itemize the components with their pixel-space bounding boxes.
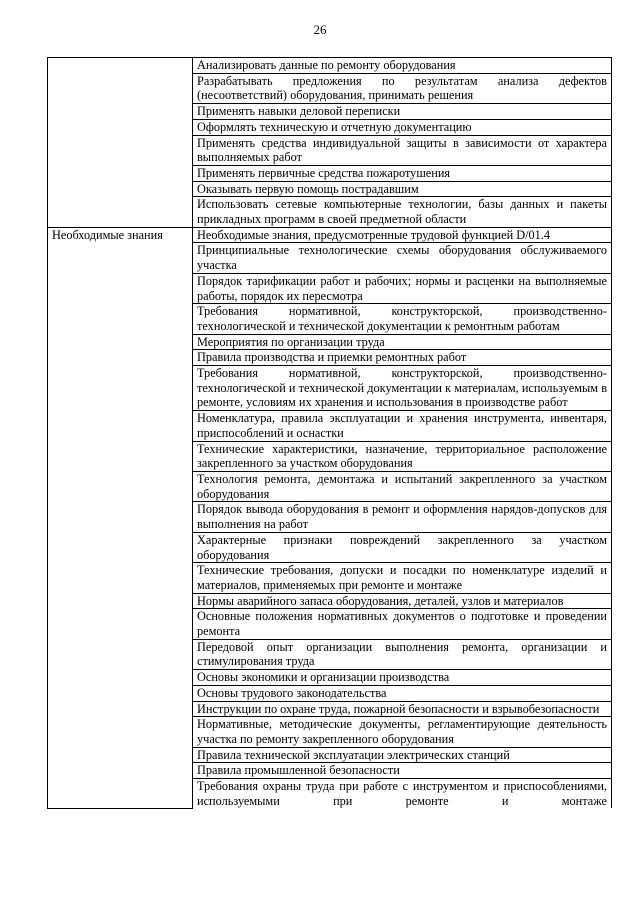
table-cell: Нормы аварийного запаса оборудования, деталей, узлов и материалов bbox=[193, 593, 612, 609]
table-cell: Требования охраны труда при работе с инструментом и приспособлениями, используемыми при ремонте и монтаже bbox=[193, 779, 612, 809]
row-label-cell bbox=[48, 58, 193, 228]
table-cell: Применять навыки деловой переписки bbox=[193, 104, 612, 120]
table-cell: Применять средства индивидуальной защиты в зависимости от характера выполняемых работ bbox=[193, 135, 612, 165]
table-cell: Нормативные, методические документы, регламентирующие деятельность участка по ремонту закрепленного оборудования bbox=[193, 717, 612, 747]
table-cell: Требования нормативной, конструкторской, производственно-технологической и технической документации к ремонтным работам bbox=[193, 304, 612, 334]
table-cell: Использовать сетевые компьютерные технологии, базы данных и пакеты прикладных программ в своей предметной области bbox=[193, 197, 612, 227]
table-cell: Основы трудового законодательства bbox=[193, 685, 612, 701]
table-row bbox=[48, 58, 612, 74]
table-cell: Основные положения нормативных документов о подготовке и проведении ремонта bbox=[193, 609, 612, 639]
table-cell: Необходимые знания, предусмотренные трудовой функцией D/01.4 bbox=[193, 227, 612, 243]
table-cell: Технические характеристики, назначение, территориальное расположение закрепленного за участком оборудования bbox=[193, 441, 612, 471]
table-cell: Оказывать первую помощь пострадавшим bbox=[193, 181, 612, 197]
table-cell: Характерные признаки повреждений закрепленного за участком оборудования bbox=[193, 532, 612, 562]
table-cell: Порядок тарификации работ и рабочих; нормы и расценки на выполняемые работы, порядок их пересмотра bbox=[193, 273, 612, 303]
table-cell: Разрабатывать предложения по результатам анализа дефектов (несоответствий) оборудования, принимать решения bbox=[193, 73, 612, 103]
table-cell: Инструкции по охране труда, пожарной безопасности и взрывобезопасности bbox=[193, 701, 612, 717]
table-row bbox=[48, 227, 612, 243]
table-cell: Основы экономики и организации производства bbox=[193, 670, 612, 686]
table-cell: Технические требования, допуски и посадки по номенклатуре изделий и материалов, применяемых при ремонте и монтаже bbox=[193, 563, 612, 593]
table-cell: Порядок вывода оборудования в ремонт и оформления нарядов-допусков для выполнения на работ bbox=[193, 502, 612, 532]
table-cell: Технология ремонта, демонтажа и испытаний закрепленного за участком оборудования bbox=[193, 471, 612, 501]
table-cell: Анализировать данные по ремонту оборудования bbox=[193, 58, 612, 74]
table-cell: Мероприятия по организации труда bbox=[193, 334, 612, 350]
table-cell: Передовой опыт организации выполнения ремонта, организации и стимулирования труда bbox=[193, 639, 612, 669]
table-cell: Номенклатура, правила эксплуатации и хранения инструмента, инвентаря, приспособлений и оснастки bbox=[193, 411, 612, 441]
table-cell: Применять первичные средства пожаротушения bbox=[193, 165, 612, 181]
competency-table bbox=[47, 57, 612, 809]
page-number: 26 bbox=[313, 22, 327, 37]
table-cell: Правила производства и приемки ремонтных работ bbox=[193, 350, 612, 366]
table-cell: Принципиальные технологические схемы оборудования обслуживаемого участка bbox=[193, 243, 612, 273]
table-cell: Оформлять техническую и отчетную документацию bbox=[193, 119, 612, 135]
table-cell: Требования нормативной, конструкторской, производственно-технологической и технической документации к материалам, используемым в ремонте, условиям их хранения и использования в производстве работ bbox=[193, 366, 612, 411]
row-label-cell: Необходимые знания bbox=[48, 227, 193, 808]
table-cell: Правила технической эксплуатации электрических станций bbox=[193, 747, 612, 763]
table-cell: Правила промышленной безопасности bbox=[193, 763, 612, 779]
